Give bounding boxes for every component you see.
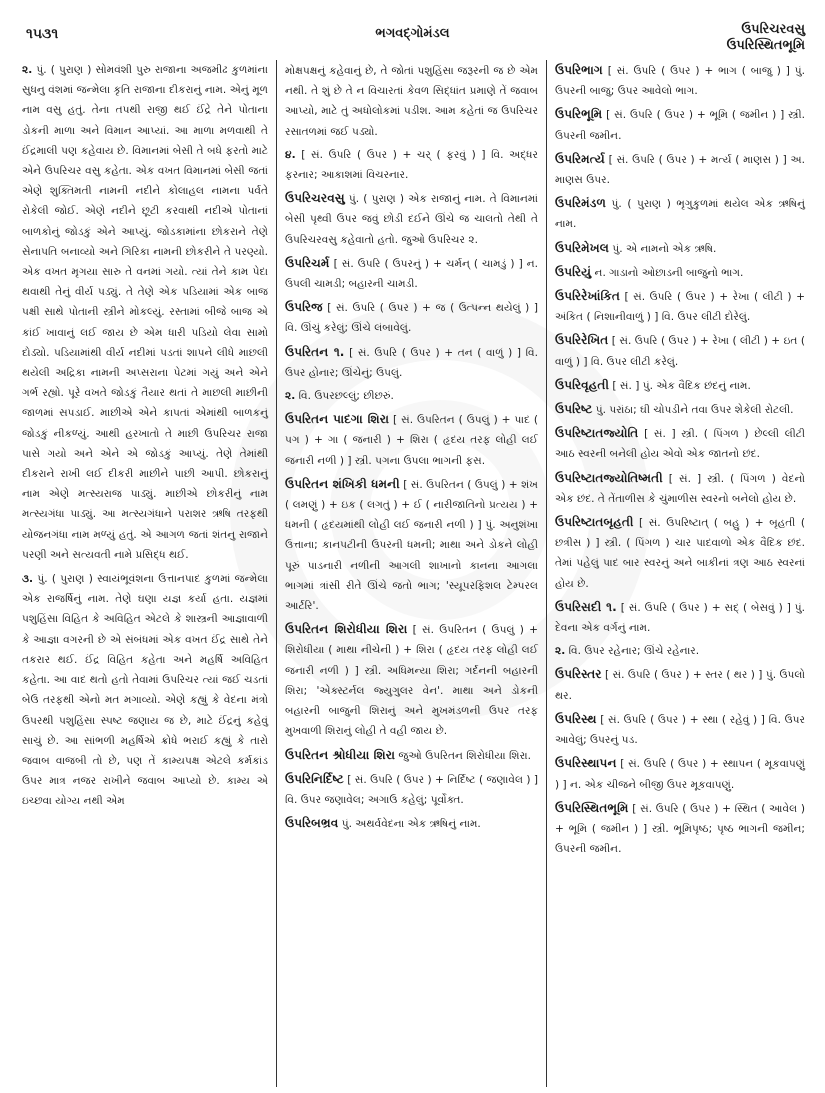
definition: મોક્ષપક્ષનું કહેવાનું છે, તે જોતાં પશુહિંસા જરૂરની જ છે એમ નથી. તે શું છે તે ન વિચારતાં કેવળ સિદ્ધાંત પ્રમાણે તેં જવાબ આપ્યો, માટે તું અધોલોકમાં પડીશ. આમ કહેતાં જ ઉપરિચર રસાતળમાં જઈ પડ્યો. [285,65,538,138]
dictionary-entry [555,798,805,860]
dictionary-entry [285,474,538,616]
dictionary-entry [285,342,538,383]
headword: ઉપરિજ [285,300,323,315]
definition: [ સં. ઉપરિ ( ઉપર ) + સ્થાપન ( મૂકવાપણું ) ] ન. એક ચીજને બીજી ઉપર મૂકવાપણું. [555,758,805,791]
definition: [ સં. ઉપરિતન ( ઉપલું ) + શિરોધીયા ( માથા નીચેની ) + શિરા ( હૃદય તરફ લોહી લઈ જનારી નળી ) ] સ્ત્રી. અધિમન્યા શિરા; ગર્દનની બહારની શિરા; 'એક્સ્ટર્નલ જ્યુગુલર વેન'. માથા અને ડોકની બહારની બાજુની શિરાનું અને મુખમંડળની ઉપર તરફ મુખવાળી શિરાનું લોહી તે વહી જાય છે. [285,624,538,738]
guide-word-last: ઉપરિસ્થિતભૂમિ [726,38,805,53]
column-3 [546,60,813,1087]
definition: [ સં. ઉપરિ ( ઉપર ) + નિર્દિષ્ટ ( જણાવેલ ) ] વિ. ઉપર જણાવેલ; અગાઉ કહેલું; પૂર્વોક્ત. [285,773,538,806]
dictionary-entry [285,619,538,741]
headword: ઉપરિષ્ટાતબૃહતી [555,515,634,530]
headword: ઉપરિભાગ [555,63,603,77]
headword: ઉપરિરેખાંકિત [555,289,620,304]
dictionary-entry [285,409,538,471]
dictionary-entry [555,641,805,661]
sense-number: ૩. [22,573,34,586]
sense-number: ૨. [285,390,296,403]
dictionary-entry [555,423,805,464]
sense-number: ૨. [22,64,33,76]
dictionary-columns [22,60,813,1087]
headword: ઉપરિયું [555,264,592,279]
headword: ઉપરિમર્ત્ય [555,151,605,166]
dictionary-entry [555,664,805,705]
definition: [ સં. ઉપરિ ( ઉપર ) + રેખા ( લીટી ) + અંકિત ( નિશાનીવાળું ) ] વિ. ઉપર લીટી દોરેલું. [555,291,805,324]
dictionary-entry [285,813,538,834]
headword: ઉપરિતન શંખિકી ધમની [285,476,400,491]
book-title: ભગવદ્ગોમંડલ [375,26,450,41]
dictionary-entry [285,745,538,766]
dictionary-entry [285,769,538,810]
sense-number: ૨. [555,645,566,658]
definition: ન. ગાડાનો ઓછાડની બાજુનો ભાગ. [594,266,744,279]
definition: પું. પરાંઠા; ઘી ચોપડીને તવા ઉપર શેકેલી રોટલી. [595,404,794,417]
sense-paragraph [22,569,268,811]
dictionary-entry [555,468,805,509]
dictionary-entry [285,253,538,294]
headword: ઉપરિષ્ટ [555,402,593,417]
dictionary-entry [285,145,538,185]
definition: [ સં. ] પું. એક વૈદિક છંદનું નામ. [612,379,751,392]
definition: [ સં. ઉપરિ ( ઉપર ) + રેખા ( લીટી ) + ઇત ( વાળું ) ] વિ. ઉપર લીટી કરેલું. [555,335,805,368]
definition: [ સં. ઉપરિ ( ઉપર ) + સ્તર ( થર ) ] પું. ઉપલો થર. [555,669,805,702]
dictionary-entry [285,297,538,338]
definition: [ સં. ] સ્ત્રી. ( પિંગળ ) વેદનો એક છંદ. તે તેંતાળીસ કે ચુંમાળીસ સ્વરનો બનેલો હોય છે. [555,472,805,505]
headword: ઉપરિસ્થાપન [555,756,617,771]
dictionary-entry [555,597,805,638]
definition: [ સં. ઉપરિ ( ઉપર ) + સ્થા ( રહેવું ) ] વિ. ઉપર આવેલું; ઉપરનું પડ. [555,713,805,747]
headword: ઉપરિરેખિત [555,333,609,348]
definition: [ સં. ઉપરિ ( ઉપરનું ) + ચર્મન્ ( ચામડું ) ] ન. ઉપલી ચામડી; બહારની ચામડી. [285,257,538,291]
page-number: ૧૫૩૧ [26,26,59,42]
dictionary-entry [555,104,805,145]
dictionary-entry [555,709,805,750]
headword: ઉપરિવૃહતી [555,377,610,392]
dictionary-entry [555,753,805,794]
headword: ઉપરિનિર્દિષ્ટ [285,771,344,786]
headword: ઉપરિચર્મ [285,255,330,270]
definition: [ સં. ઉપરિષ્ટાત્ ( બહુ ) + બૃહતી ( છત્રીસ ) ] સ્ત્રી. ( પિંગળ ) ચાર પાદવાળો એક વૈદિક છંદ. તેમાં પહેલું પાદ બાર સ્વરનું અને બાકીનાં ત્રણ આઠ સ્વરનાં હોય છે. [555,517,805,590]
dictionary-entry [555,512,805,594]
headword: ઉપરિષ્ટાતજ્યોતિ [555,426,639,441]
dictionary-entry [555,330,805,371]
definition: [ સં. ઉપરિ ( ઉપર ) + ભાગ ( બાજુ ) ] પું. ઉપરની બાજુ; ઉપર આવેલો ભાગ. [555,65,805,98]
sense-text: પું. ( પુરાણ ) સોમવંશી પુરુ રાજાના અજમીઢ કુળમાંના સુધનુ વંશમાં જન્મેલા કૃતિ રાજાના દીકરાનું નામ. એનું મૂળ નામ વસુ હતું. તેના તપથી રાજી થઈ ઈંદ્રે તેને પોતાના ડોકની માળા અને વિમાન આપ્યાં. આ માળા મળવાથી તે ઈંદ્રમાલી પણ કહેવાય છે. વિમાનમાં બેસી તે બધે ફરતો માટે એને ઉપરિચર વસુ કહેતા. એક વખત વિમાનમાં બેસી જતાં એણે શુક્તિમતી નામની નદીને કોલાહલ નામના પર્વતે રોકેલી જોઈ. એણે નદીને છૂટી કરવાથી નદીએ પોતાનાં બાળકોનું જોડકું એને આપ્યું. જોડકામાંના છોકરાને તેણે સેનાપતિ બનાવ્યો અને ગિરિકા નામની છોકરીને તે પરણ્યો. એક વખત મૃગયા સારુ તે વનમાં ગયો. ત્યાં તેને કામ પેદા થવાથી તેનું વીર્ય પડ્યું. તે તેણે એક પડિયામાં એક બાજ પક્ષી સાથે પોતાની સ્ત્રીને મોકલ્યું. રસ્તામાં બીજે બાજ એ કાંઈ ખાવાનું લઈ જાય છે એમ ધારી પડિયો લેવા સામો દોડ્યો. પડિયામાંથી વીર્ય નદીમાં પડતાં શાપને લીધે માછલી થયેલી અદ્રિકા નામની અપ્સરાના પેટમાં ગયું અને એને ગર્ભ રહ્યો. પૂરે વખતે જોડકું તૈયાર થતાં તે માછલી માછીની જાળમાં સપડાઈ. માછીએ એને કાપતાં એમાંથી બાળકનું જોડકું નીકળ્યું. આથી હરખાતો તે માછી ઉપરિચર રાજા પાસે ગયો અને એને એ જોડકું આપ્યું. તેણે તેમાંથી દીકરાને રાખી લઈ દીકરી માછીને પાછી આપી. છોકરાનું નામ એણે મત્સ્યરાજ પાડ્યું. માછીએ છોકરીનું નામ મત્સ્યગંધા પાડ્યું. આ મત્સ્યગંધાને પરાશર ઋષિ તરફથી યોજનગંધા નામ મળ્યું હતું. એ આગળ જતાં શંતનુ રાજાને પરણી અને સત્યવતી નામે પ્રસિદ્ધ થઈ. [22,64,268,561]
column-2 [276,60,546,1087]
headword: ઉપરિસ્થ [555,711,597,726]
sense-number: ૪. [285,148,296,161]
headword: ઉપરિચરવસુ [285,191,345,206]
definition: પું. ( પુરાણ ) એક રાજાનું નામ. તે વિમાનમાં બેસી પૃથ્વી ઉપર જવું છોડી દઈને ઊંચે જ ચાલતો તેથી તે ઉપરિચરવસુ કહેવાતો હતો. જુઓ ઉપરિચર ૨. [285,193,538,246]
definition: [ સં. ઉપરિ ( ઉપર ) + ભૂમિ ( જમીન ) ] સ્ત્રી. ઉપરની જમીન. [555,109,805,142]
definition: [ સં. ઉપરિતન ( ઉપલું ) + પાદ ( પગ ) + ગા ( જનારી ) + શિરા ( હૃદય તરફ લોહી લઈ જનારી નળી ) ] સ્ત્રી. પગના ઉપલા ભાગની ફસ. [285,414,538,467]
definition: વિ. ઉપરછલ્લું; છીછરું. [298,390,394,403]
dictionary-entry [555,193,805,234]
dictionary-entry [285,188,538,250]
definition: [ સં. ઉપરિ ( ઉપર ) + જ ( ઉત્પન્ન થયેલું ) ] વિ. ઊંચું કરેલું; ઊંચે લંબાવેલું. [285,302,538,335]
definition: [ સં. ] સ્ત્રી. ( પિંગળ ) છેલ્લી લીટી આઠ સ્વરની બનેલી હોય એવો એક જાતનો છંદ. [555,428,805,461]
guide-words [727,22,805,54]
headword: ઉપરિષ્ટાતજ્યોતિષ્મતી [555,470,663,485]
definition: [ સં. ઉપરિ ( ઉપર ) + મર્ત્ય ( માણસ ) ] અ. માણસ ઉપર. [555,153,806,187]
definition: [ સં. ઉપરિ ( ઉપર ) + ચર્ ( ફરવું ) ] વિ. અદ્ધર ફરનાર; આકાશમાં વિચરનાર. [285,148,539,182]
dictionary-entry [555,238,805,259]
definition: [ સં. ઉપરિ ( ઉપર ) + તન ( વાળું ) ] વિ. ઉપર હોનાર; ઊંચેનું; ઉપલું. [285,346,538,379]
dictionary-entry [555,60,805,101]
page-header [20,16,805,54]
sense-text: પું. ( પુરાણ ) સ્વાયંભૂવંશના ઉત્તાનપાદ કુળમાં જન્મેલા એક રાજર્ષિનું નામ. તેણે ઘણા યજ્ઞ કર્યા હતા. યજ્ઞમાં પશુહિંસા વિહિત કે અવિહિત એટલે કે શાસ્ત્રની આજ્ઞાવાળી કે આજ્ઞા વગરની છે એ સંબંધમાં એક વખત ઈંદ્ર સાથે તેને તકરાર થઈ. ઈંદ્ર વિહિત કહેતા અને મહર્ષિ અવિહિત કહેતા. આ વાદ થતો હતો તેવામાં ઉપરિચર ત્યાં જઈ ચડતાં બેઉ તરફથી એનો મત મગાવ્યો. એણે કહ્યું કે વેદના મંત્રો ઉપરથી પશુહિંસા સ્પષ્ટ જણાય જ છે, માટે ઈંદ્રનું કહેવું સાચું છે. આ સાંભળી મહર્ષિએ ક્રોધે ભરાઈ કહ્યું કે તારો જવાબ વાજબી તો છે, પણ તેં કામ્યપક્ષ એટલે કર્મકાંડ ઉપર માત્ર નજર રાખીને જવાબ આપ્યો છે. કામ્ય એ ઇચ્છવા યોગ્ય નથી એમ [22,573,269,808]
headword: ઉપરિસ્થિતભૂમિ [555,800,629,815]
headword: ઉપરિતન પાદગા શિરા [285,412,390,427]
guide-word-first: ઉપરિચરવસુ [741,22,805,37]
dictionary-entry [285,386,538,406]
definition: જુઓ ઉપરિતન શિરોધીયા શિરા. [398,749,532,762]
dictionary-entry [285,60,538,142]
definition: પું. ( પુરાણ ) ભૃગુકુળમાં થયેલ એક ઋષિનું નામ. [555,198,805,231]
dictionary-entry [555,262,805,283]
sense-paragraph [22,60,268,565]
definition: [ સં. ઉપરિ ( ઉપર ) + સદ્ ( બેસવું ) ] પું. દેવના એક વર્ગનું નામ. [555,601,805,635]
headword: ઉપરિબભ્રવ [285,816,339,831]
definition: પું. એ નામનો એક ઋષિ. [612,242,717,255]
headword: ઉપરિમેખલ [555,240,610,255]
column-1 [22,60,276,1087]
headword: ઉપરિતન શ્રોધીયા શિરા [285,747,396,762]
headword: ઉપરિમંડળ [555,196,606,211]
headword: ઉપરિતન ૧. [285,344,345,359]
definition: [ સં. ઉપરિ ( ઉપર ) + સ્થિત ( આવેલ ) + ભૂમિ ( જમીન ) ] સ્ત્રી. ભૂમિપૃષ્ઠ; પૃષ્ઠ ભાગની જમીન; ઉપરની જમીન. [555,802,805,856]
headword: ઉપરિતન શિરોધીયા શિરા [285,622,408,637]
dictionary-entry [555,149,805,190]
headword: ઉપરિભૂમિ [555,107,603,122]
definition: વિ. ઉપર રહેનાર; ઊંચે રહેનાર. [568,645,700,658]
definition: [ સં. ઉપરિતન ( ઉપલું ) + શંખ ( લમણું ) + ઇક ( લગતું ) + ઈ ( નારીજાતિનો પ્રત્યય ) + ધમની ( હૃદયમાંથી લોહી લઈ જનારી નળી ) ] પું. અનુશંખા ઉત્તાના; કાનપટીની ઉપરની ધમની; માથા અને ડોકને લોહી પૂરું પાડનારી નળીની આગલી શાખાનો કાનના આગલા ભાગમાં ત્રાંસી રીતે ઊંચે જતો ભાગ; 'સ્યૂપરફિશલ ટેમ્પરલ આર્ટરિ'. [285,478,538,613]
dictionary-entry [555,375,805,396]
dictionary-entry [555,286,805,327]
definition: પું. અથર્વવેદના એક ઋષિનું નામ. [341,818,481,831]
headword: ઉપરિસ્તર [555,667,602,682]
headword: ઉપરિસદી ૧. [555,599,617,614]
dictionary-entry [555,399,805,420]
